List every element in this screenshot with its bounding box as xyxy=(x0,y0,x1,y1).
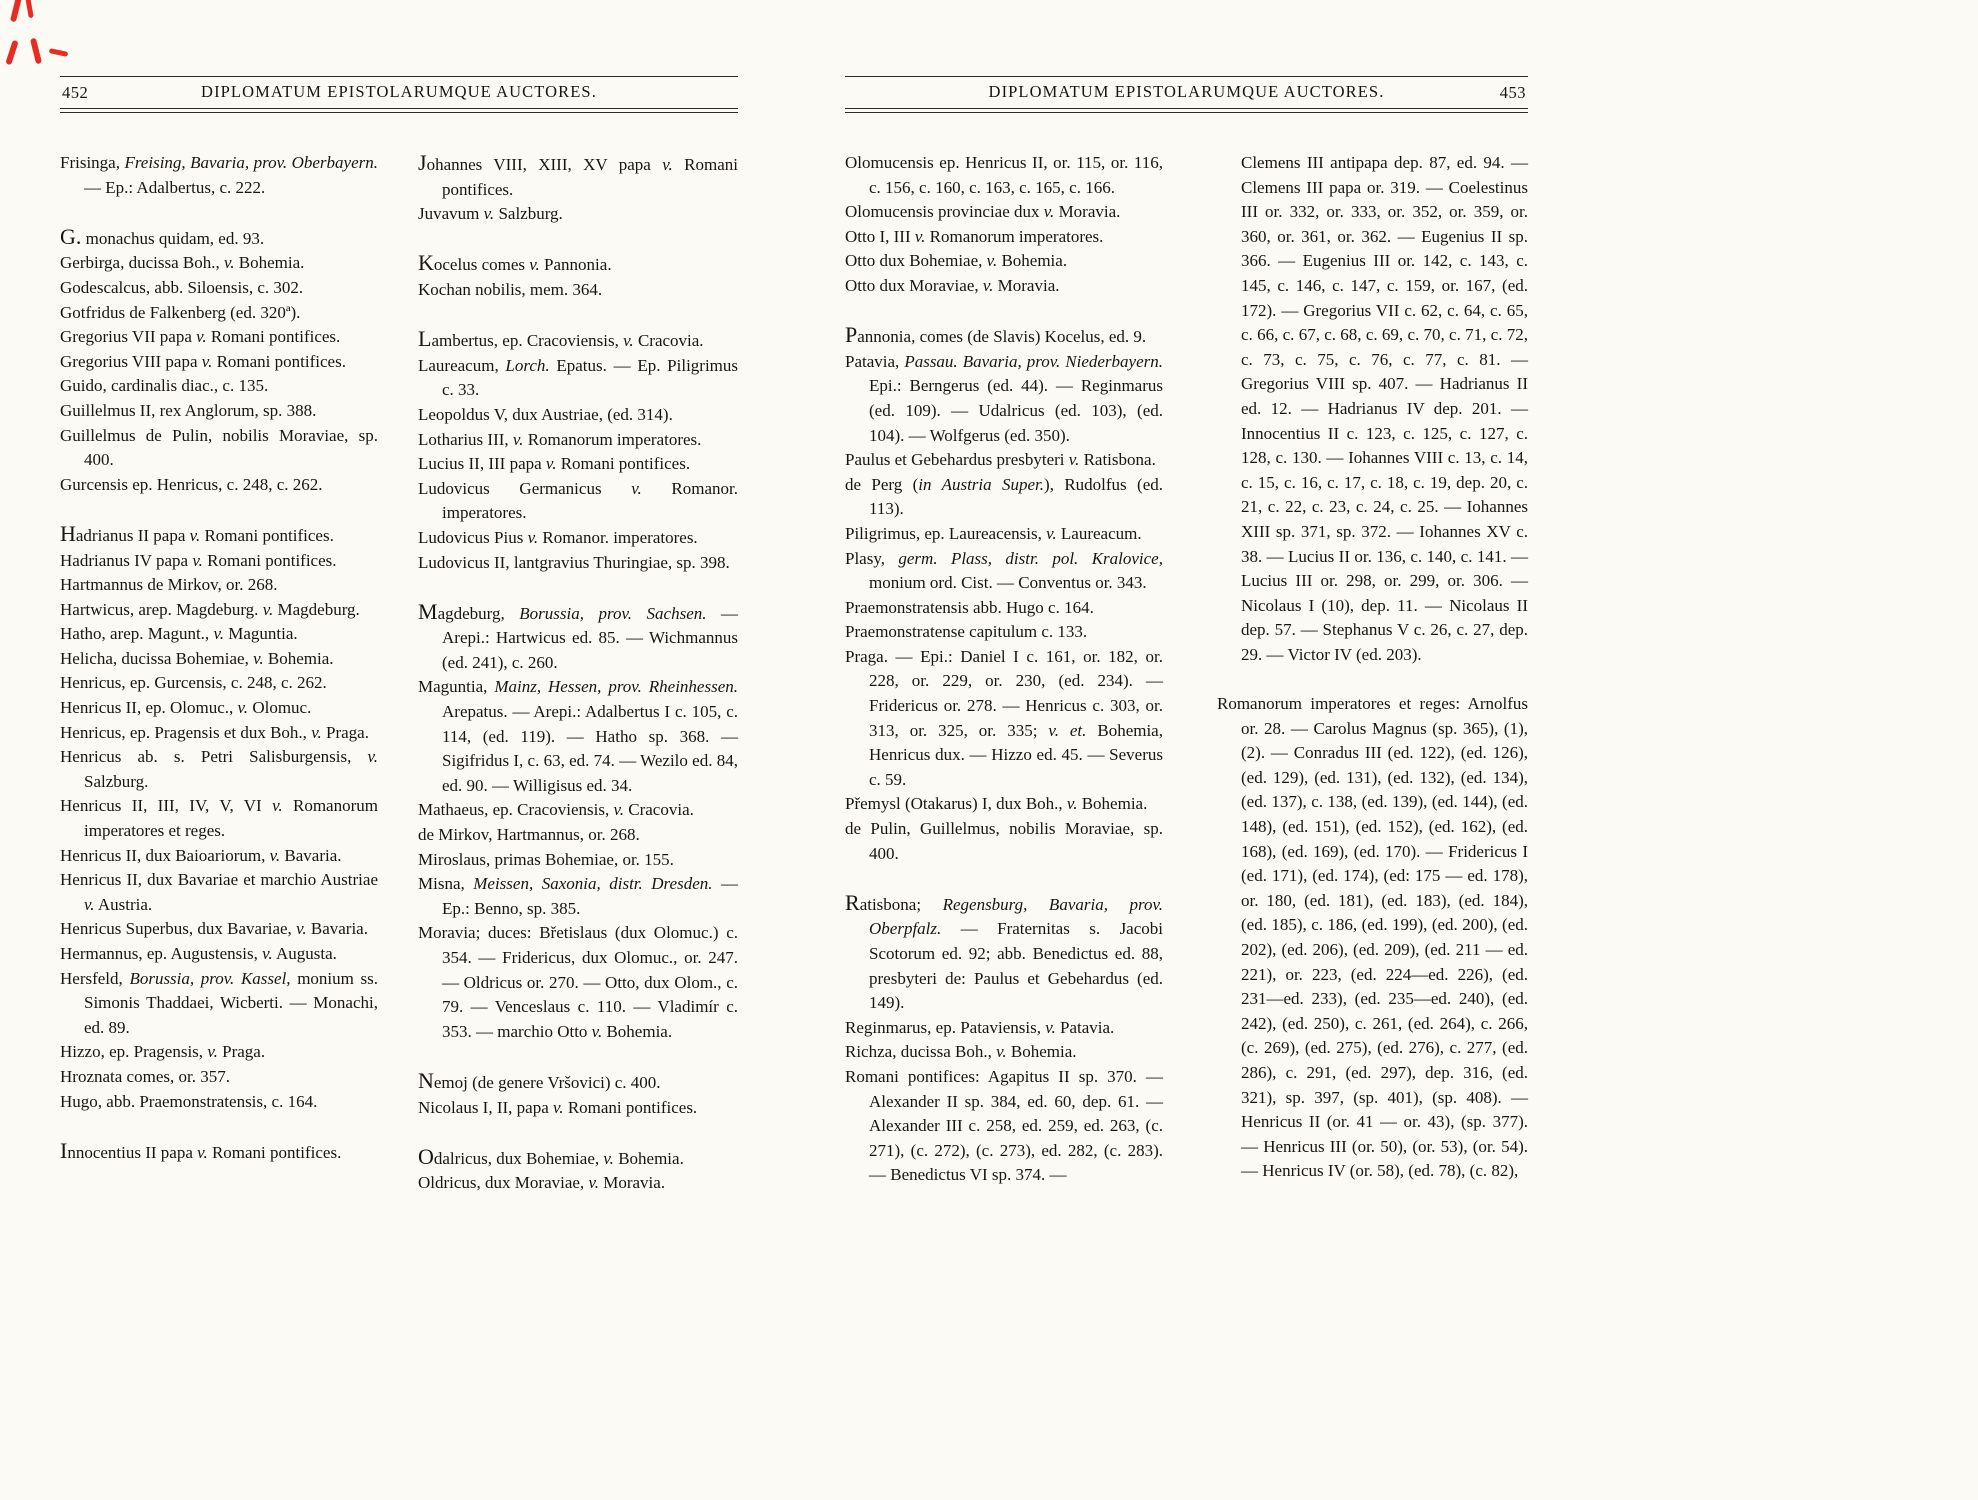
index-entry: Johannes VIII, XIII, XV papa v. Romani pontifices. xyxy=(418,150,738,199)
index-entry: Ludovicus II, lantgravius Thuringiae, sp. 398. xyxy=(418,552,730,572)
index-entry: Nemoj (de genere Vršovici) c. 400. xyxy=(418,1067,661,1093)
index-entry: Hartmannus de Mirkov, or. 268. xyxy=(60,575,278,595)
index-entry: Leopoldus V, dux Austriae, (ed. 314). xyxy=(418,404,673,424)
index-entry: Henricus II, ep. Olomuc., v. Olomuc. xyxy=(60,698,312,718)
index-entry: Lambertus, ep. Cracoviensis, v. Cracovia. xyxy=(418,326,704,352)
red-ink-mark xyxy=(5,40,18,66)
index-entry: Hartwicus, arep. Magdeburg. v. Magdeburg. xyxy=(60,599,360,619)
index-entry: Otto dux Moraviae, v. Moravia. xyxy=(845,275,1060,295)
index-entry: Olomucensis ep. Henricus II, or. 115, or. 116, c. 156, c. 160, c. 163, c. 165, c. 166. xyxy=(845,153,1163,197)
index-entry: Hizzo, ep. Pragensis, v. Praga. xyxy=(60,1042,266,1062)
index-entry: Hatho, arep. Magunt., v. Maguntia. xyxy=(60,624,298,644)
index-entry: Godescalcus, abb. Siloensis, c. 302. xyxy=(60,277,304,297)
index-entry: Mathaeus, ep. Cracoviensis, v. Cracovia. xyxy=(418,800,694,820)
right-running-title: DIPLOMATUM EPISTOLARUMQUE AUCTORES. xyxy=(988,82,1385,101)
index-entry: Hroznata comes, or. 357. xyxy=(60,1066,230,1086)
red-ink-mark xyxy=(25,0,34,18)
index-entry: Henricus Superbus, dux Bavariae, v. Bavaria. xyxy=(60,919,368,939)
index-entry: Guillelmus de Pulin, nobilis Moraviae, sp. 400. xyxy=(60,425,378,470)
index-entry: Hadrianus II papa v. Romani pontifices. xyxy=(60,520,334,546)
index-entry: Patavia, Passau. Bavaria, prov. Niederbayern. Epi.: Berngerus (ed. 44). — Reginmarus (ed. 109). — Udalricus (ed. 103), (ed. 104). — Wolfgerus (ed. 350). xyxy=(845,351,1163,445)
index-entry: Praemonstratensis abb. Hugo c. 164. xyxy=(845,597,1094,617)
index-entry: Guillelmus II, rex Anglorum, sp. 388. xyxy=(60,400,317,420)
index-entry: Odalricus, dux Bohemiae, v. Bohemia. xyxy=(418,1143,684,1169)
index-entry: Kocelus comes v. Pannonia. xyxy=(418,250,612,276)
text-column xyxy=(1217,151,1528,1184)
index-entry: Laureacum, Lorch. Epatus. — Ep. Piligrimus c. 33. xyxy=(418,355,739,400)
red-ink-mark xyxy=(10,0,22,22)
right-page-number: 453 xyxy=(1499,83,1526,102)
index-entry: Guido, cardinalis diac., c. 135. xyxy=(60,376,269,396)
index-entry: Helicha, ducissa Bohemiae, v. Bohemia. xyxy=(60,648,334,668)
index-entry: Magdeburg, Borussia, prov. Sachsen. — Arepi.: Hartwicus ed. 85. — Wichmannus (ed. 241), c. 260. xyxy=(418,598,738,672)
index-entry: Romanorum imperatores et reges: Arnolfus or. 28. — Carolus Magnus (sp. 365), (1), (2). — Conradus III (ed. 122), (ed. 126), (ed. 129), (ed. 131), (ed. 132), (ed. 134), (ed. 137), c. 138, (ed. 139), (ed. 144), (ed. 148), (ed. 151), (ed. 152), (ed. 162), (ed. 168), (ed. 169), (ed. 170). — Fridericus I (ed. 171), (ed. 174), (ed: 175 — ed. 178), or. 180, (ed. 181), (ed. 183), (ed. 184), (ed. 185), c. 186, (ed. 199), (ed. 200), (ed. 202), (ed. 206), (ed. 209), (ed. 211 — ed. 221), or. 223, (ed. 224—ed. 226), (ed. 231—ed. 233), (ed. 235—ed. 240), (ed. 242), (ed. 250), c. 261, (ed. 264), c. 266, (c. 269), (ed. 275), (ed. 276), c. 277, (ed. 286), c. 291, (ed. 297), dep. 316, (ed. 321), sp. 397, (sp. 401), (sp. 408). — Henricus II (or. 41 — or. 43), (sp. 377). — Henricus III (or. 50), (or. 53), (or. 54). — Henricus IV (or. 58), (ed. 78), (c. 82), xyxy=(1217,694,1528,1181)
text-column xyxy=(60,151,378,1165)
index-entry: Otto I, III v. Romanorum imperatores. xyxy=(845,226,1104,246)
index-entry: Otto dux Bohemiae, v. Bohemia. xyxy=(845,251,1068,271)
left-page-header xyxy=(60,76,738,108)
index-entry: Ratisbona; Regensburg, Bavaria, prov. Oberpfalz. — Fraternitas s. Jacobi Scotorum ed. 92; abb. Benedictus ed. 88, presbyteri de: Paulus et Gebehardus (ed. 149). xyxy=(845,889,1163,1013)
right-page-header xyxy=(845,76,1528,108)
index-entry: Innocentius II papa v. Romani pontifices. xyxy=(60,1137,342,1163)
index-entry: Frisinga, Freising, Bavaria, prov. Oberbayern. — Ep.: Adalbertus, c. 222. xyxy=(60,153,378,197)
index-entry: Henricus, ep. Gurcensis, c. 248, c. 262. xyxy=(60,673,327,693)
text-column xyxy=(845,151,1163,1188)
index-entry: Lucius II, III papa v. Romani pontifices. xyxy=(418,454,691,474)
index-entry: Oldricus, dux Moraviae, v. Moravia. xyxy=(418,1173,666,1193)
index-entry: Richza, ducissa Boh., v. Bohemia. xyxy=(845,1042,1077,1062)
header-double-rule xyxy=(845,108,1528,113)
index-entry: de Mirkov, Hartmannus, or. 268. xyxy=(418,825,640,845)
index-entry: Henricus II, III, IV, V, VI v. Romanorum imperatores et reges. xyxy=(60,796,378,841)
left-running-title: DIPLOMATUM EPISTOLARUMQUE AUCTORES. xyxy=(201,82,597,101)
index-entry: Henricus, ep. Pragensis et dux Boh., v. Praga. xyxy=(60,722,369,742)
index-entry: de Pulin, Guillelmus, nobilis Moraviae, sp. 400. xyxy=(845,819,1163,863)
index-entry: Gerbirga, ducissa Boh., v. Bohemia. xyxy=(60,253,305,273)
index-entry: Kochan nobilis, mem. 364. xyxy=(418,279,603,299)
index-entry: Praemonstratense capitulum c. 133. xyxy=(845,622,1088,642)
header-double-rule xyxy=(60,108,738,113)
index-entry: Hugo, abb. Praemonstratensis, c. 164. xyxy=(60,1091,318,1111)
index-entry: Henricus II, dux Baioariorum, v. Bavaria. xyxy=(60,845,342,865)
index-entry: Ludovicus Germanicus v. Romanor. imperatores. xyxy=(418,478,738,523)
left-page-number: 452 xyxy=(62,83,89,102)
index-entry: Gotfridus de Falkenberg (ed. 320ª). xyxy=(60,302,301,322)
left-page xyxy=(60,0,739,1193)
index-entry: Přemysl (Otakarus) I, dux Boh., v. Bohemia. xyxy=(845,794,1148,814)
index-entry: G. monachus quidam, ed. 93. xyxy=(60,223,265,249)
index-entry: Romani pontifices: Agapitus II sp. 370. — Alexander II sp. 384, ed. 60, dep. 61. — Alexander III c. 258, ed. 259, ed. 263, (c. 271), (c. 272), (c. 273), ed. 282, (c. 283). — Benedictus VI sp. 374. — xyxy=(845,1066,1163,1185)
index-entry: Piligrimus, ep. Laureacensis, v. Laureacum. xyxy=(845,523,1142,543)
index-entry: Ludovicus Pius v. Romanor. imperatores. xyxy=(418,527,698,547)
index-entry: Hadrianus IV papa v. Romani pontifices. xyxy=(60,550,337,570)
index-entry: Hermannus, ep. Augustensis, v. Augusta. xyxy=(60,944,337,963)
right-page xyxy=(845,0,1528,1185)
text-column xyxy=(418,151,738,1196)
index-entry: Paulus et Gebehardus presbyteri v. Ratisbona. xyxy=(845,450,1156,470)
index-entry: Gregorius VIII papa v. Romani pontifices. xyxy=(60,351,346,371)
index-entry: Juvavum v. Salzburg. xyxy=(418,204,563,224)
index-entry: Misna, Meissen, Saxonia, distr. Dresden. — Ep.: Benno, sp. 385. xyxy=(418,874,738,918)
index-entry: Gregorius VII papa v. Romani pontifices. xyxy=(60,327,341,347)
index-entry: Plasy, germ. Plass, distr. pol. Kralovice, monium ord. Cist. — Conventus or. 343. xyxy=(845,548,1163,593)
index-entry: Praga. — Epi.: Daniel I c. 161, or. 182, or. 228, or. 229, or. 230, (ed. 234). — Fridericus or. 278. — Henricus c. 303, or. 313, or. 325, or. 335; v. et. Bohemia, Henricus dux. — Hizzo ed. 45. — Severus c. 59. xyxy=(845,646,1163,789)
index-entry: Olomucensis provinciae dux v. Moravia. xyxy=(845,202,1121,222)
index-entry: Miroslaus, primas Bohemiae, or. 155. xyxy=(418,849,674,869)
index-entry: Reginmarus, ep. Pataviensis, v. Patavia. xyxy=(845,1017,1115,1037)
index-entry: Moravia; duces: Břetislaus (dux Olomuc.) c. 354. — Fridericus, dux Olomuc., or. 247. — Oldricus or. 270. — Otto, dux Olom., c. 79. — Venceslaus c. 110. — Vladimír c. 353. — marchio Otto v. Bohemia. xyxy=(418,923,738,1041)
index-entry: Lotharius III, v. Romanorum imperatores. xyxy=(418,429,702,449)
index-entry: Clemens III antipapa dep. 87, ed. 94. — Clemens III papa or. 319. — Coelestinus III or. 332, or. 333, or. 352, or. 359, or. 360, or. 361, or. 362. — Eugenius II sp. 366. — Eugenius III or. 142, c. 143, c. 145, c. 146, c. 147, c. 159, or. 167, (ed. 172). — Gregorius VII c. 62, c. 64, c. 65, c. 66, c. 67, c. 68, c. 69, c. 70, c. 71, c. 72, c. 73, c. 75, c. 76, c. 77, c. 81. — Gregorius VIII sp. 407. — Hadrianus II ed. 12. — Hadrianus IV dep. 201. — Innocentius II c. 123, c. 125, c. 127, c. 128, c. 130. — Iohannes VIII c. 13, c. 14, c. 15, c. 16, c. 17, c. 18, c. 19, dep. 20, c. 21, c. 22, c. 23, c. 24, c. 25. — Iohannes XIII sp. 371, sp. 372. — Iohannes XV c. 38. — Lucius II or. 136, c. 140, c. 141. — Lucius III or. 298, or. 299, or. 306. — Nicolaus I (10), dep. 11. — Nicolaus II dep. 57. — Stephanus V c. 26, c. 27, dep. 29. — Victor IV (ed. 203). xyxy=(1241,153,1528,664)
index-entry: Gurcensis ep. Henricus, c. 248, c. 262. xyxy=(60,474,323,494)
index-entry: Maguntia, Mainz, Hessen, prov. Rheinhessen. Arepatus. — Arepi.: Adalbertus I c. 105, c. 114, (ed. 119). — Hatho sp. 368. — Sigifridus I, c. 63, ed. 74. — Wezilo ed. 84, ed. 90. — Willigisus ed. 34. xyxy=(418,677,738,795)
index-entry: Nicolaus I, II, papa v. Romani pontifices. xyxy=(418,1097,698,1117)
index-entry: Hersfeld, Borussia, prov. Kassel, monium ss. Simonis Thaddaei, Wicberti. — Monachi, ed. 89. xyxy=(60,968,379,1037)
red-ink-mark xyxy=(30,38,42,65)
index-entry: Henricus II, dux Bavariae et marchio Austriae v. Austria. xyxy=(60,870,378,914)
index-entry: Pannonia, comes (de Slavis) Kocelus, ed. 9. xyxy=(845,322,1147,348)
index-entry: de Perg (in Austria Super.), Rudolfus (ed. 113). xyxy=(845,474,1163,519)
index-entry: Henricus ab. s. Petri Salisburgensis, v. Salzburg. xyxy=(60,747,378,791)
